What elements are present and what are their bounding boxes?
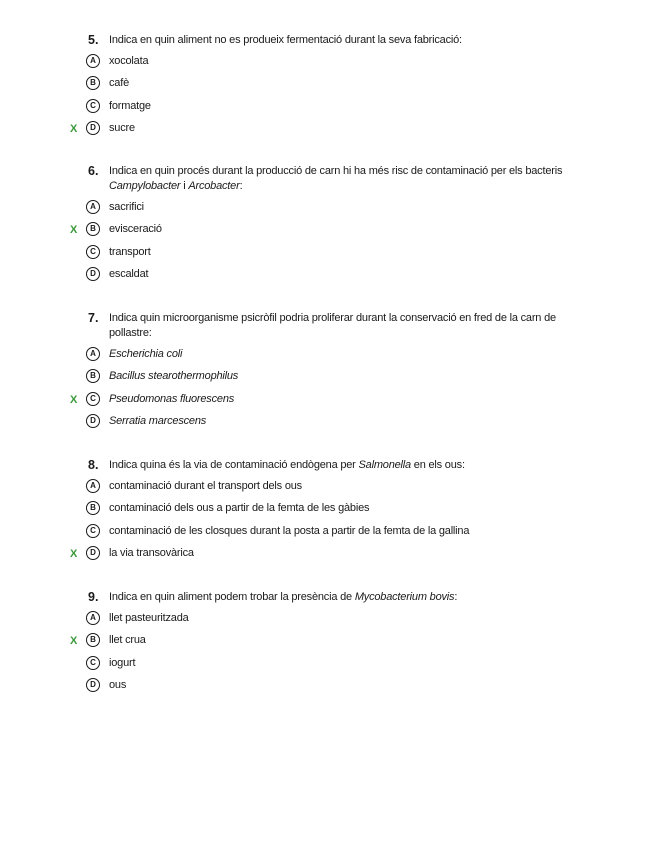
option-letter-badge: B	[86, 369, 100, 383]
option-letter-badge: D	[86, 121, 100, 135]
option-c[interactable]	[0, 522, 654, 544]
option-letter-badge: B	[86, 222, 100, 236]
option-letter-badge: B	[86, 501, 100, 515]
option-letter-badge: A	[86, 200, 100, 214]
question-9	[0, 590, 654, 698]
option-text: iogurt	[109, 656, 136, 669]
option-letter-badge: D	[86, 267, 100, 281]
option-d[interactable]	[0, 265, 654, 287]
option-text: Bacillus stearothermophilus	[109, 370, 239, 383]
question-text: Indica en quin aliment no es produeix fermentació durant la seva fabricació:	[109, 34, 462, 46]
option-text: sucre	[109, 121, 135, 134]
option-c[interactable]	[0, 243, 654, 265]
option-b[interactable]	[0, 631, 654, 653]
correct-answer-mark: X	[70, 547, 78, 560]
options-list	[0, 609, 654, 698]
question-header	[0, 590, 654, 605]
option-text: transport	[109, 245, 151, 258]
correct-answer-mark: X	[70, 635, 78, 648]
option-letter-badge: C	[86, 245, 100, 259]
option-text: contaminació durant el transport dels ous	[109, 480, 302, 492]
option-letter-badge: A	[86, 347, 100, 361]
option-letter-badge: B	[86, 76, 100, 90]
option-text: Escherichia coli	[109, 348, 183, 360]
question-header	[0, 33, 654, 48]
question-7	[0, 311, 654, 434]
question-header	[0, 164, 654, 194]
option-letter-badge: A	[86, 611, 100, 625]
option-a[interactable]	[0, 477, 654, 499]
option-text: Serratia marcescens	[109, 414, 207, 427]
option-text: formatge	[109, 99, 151, 112]
option-letter-badge: A	[86, 479, 100, 493]
question-number: 8.	[88, 458, 99, 472]
option-text: Pseudomonas fluorescens	[109, 392, 235, 405]
option-text: evisceració	[109, 223, 162, 236]
option-c[interactable]	[0, 654, 654, 676]
option-text: contaminació dels ous a partir de la femta de les gàbies	[109, 502, 370, 515]
question-8	[0, 458, 654, 566]
option-letter-badge: C	[86, 99, 100, 113]
correct-answer-mark: X	[70, 122, 78, 135]
question-text: Indica en quin procés durant la producció de carn hi ha més risc de contaminació per els bacteris Campylobacter i Arcobacter:	[109, 165, 563, 192]
option-c[interactable]	[0, 390, 654, 412]
question-number: 9.	[88, 590, 99, 604]
question-6	[0, 164, 654, 287]
option-a[interactable]	[0, 198, 654, 220]
option-text: llet crua	[109, 634, 146, 647]
question-number: 7.	[88, 311, 99, 325]
option-a[interactable]	[0, 345, 654, 367]
option-b[interactable]	[0, 74, 654, 96]
option-text: cafè	[109, 77, 129, 90]
option-letter-badge: A	[86, 54, 100, 68]
question-5	[0, 33, 654, 141]
option-text: escaldat	[109, 267, 149, 280]
option-letter-badge: D	[86, 546, 100, 560]
option-text: contaminació de les closques durant la posta a partir de la femta de la gallina	[109, 524, 470, 537]
option-text: xocolata	[109, 55, 149, 67]
option-d[interactable]	[0, 412, 654, 434]
correct-answer-mark: X	[70, 224, 78, 237]
option-letter-badge: D	[86, 414, 100, 428]
options-list	[0, 198, 654, 287]
option-letter-badge: C	[86, 392, 100, 406]
question-header	[0, 311, 654, 341]
option-letter-badge: C	[86, 656, 100, 670]
question-header	[0, 458, 654, 473]
option-letter-badge: B	[86, 633, 100, 647]
option-text: llet pasteuritzada	[109, 612, 189, 624]
option-letter-badge: C	[86, 524, 100, 538]
option-text: sacrifici	[109, 201, 144, 213]
option-d[interactable]	[0, 544, 654, 566]
option-a[interactable]	[0, 52, 654, 74]
option-b[interactable]	[0, 220, 654, 242]
options-list	[0, 345, 654, 434]
option-c[interactable]	[0, 97, 654, 119]
options-list	[0, 52, 654, 141]
option-text: ous	[109, 678, 127, 691]
option-d[interactable]	[0, 676, 654, 698]
question-text: Indica en quin aliment podem trobar la presència de Mycobacterium bovis:	[109, 591, 458, 603]
question-number: 6.	[88, 164, 99, 178]
option-b[interactable]	[0, 499, 654, 521]
option-text: la via transovàrica	[109, 546, 194, 559]
option-a[interactable]	[0, 609, 654, 631]
question-number: 5.	[88, 33, 99, 47]
options-list	[0, 477, 654, 566]
option-letter-badge: D	[86, 678, 100, 692]
correct-answer-mark: X	[70, 393, 78, 406]
option-d[interactable]	[0, 119, 654, 141]
option-b[interactable]	[0, 367, 654, 389]
question-text: Indica quin microorganisme psicròfil podria proliferar durant la conservació en fred de la carn de pollastre:	[109, 312, 556, 339]
question-text: Indica quina és la via de contaminació endògena per Salmonella en els ous:	[109, 459, 465, 471]
